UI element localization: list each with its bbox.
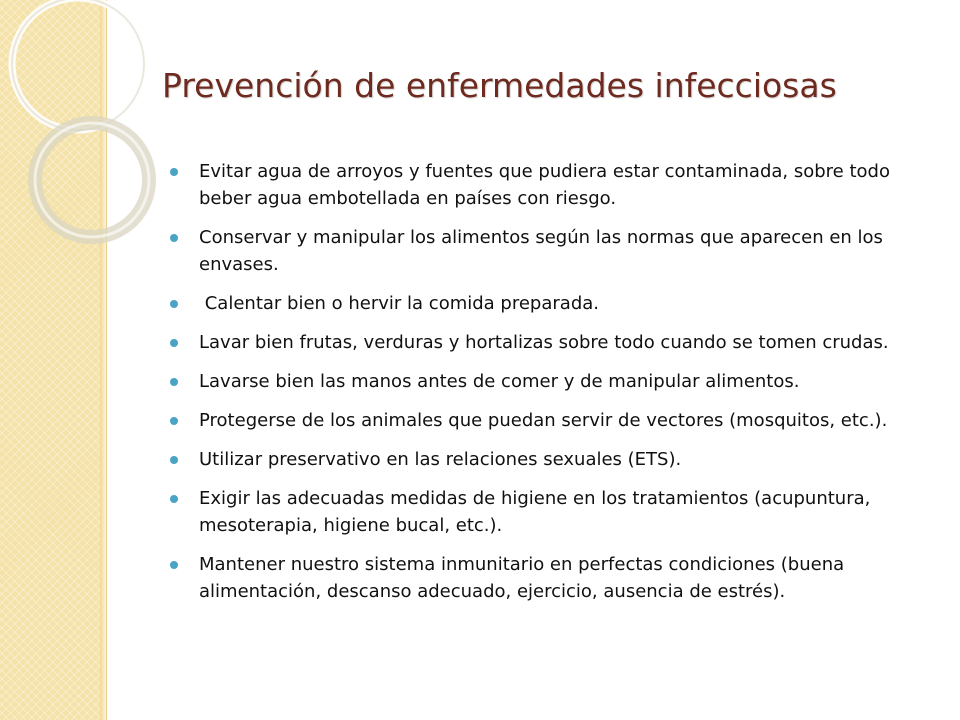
bullet-text: Calentar bien o hervir la comida preparada. bbox=[199, 293, 599, 314]
bullet-text: Exigir las adecuadas medidas de higiene en los tratamientos (acupuntura, mesoterapia, higiene bucal, etc.). bbox=[199, 488, 871, 536]
bullet-text: Conservar y manipular los alimentos según las normas que aparecen en los envases. bbox=[199, 227, 883, 275]
bullet-text: Protegerse de los animales que puedan servir de vectores (mosquitos, etc.). bbox=[199, 410, 888, 431]
decorative-ring-small-highlight bbox=[35, 123, 149, 237]
bullet-text: Mantener nuestro sistema inmunitario en perfectas condiciones (buena alimentación, descanso adecuado, ejercicio, ausencia de estrés). bbox=[199, 554, 845, 602]
bullet-dot-icon bbox=[170, 378, 178, 386]
bullet-item bbox=[170, 446, 930, 473]
bullet-item bbox=[170, 551, 930, 605]
bullet-dot-icon bbox=[170, 300, 178, 308]
bullet-item bbox=[170, 368, 930, 395]
bullet-text: Utilizar preservativo en las relaciones sexuales (ETS). bbox=[199, 449, 682, 470]
bullet-dot-icon bbox=[170, 168, 178, 176]
bullet-item bbox=[170, 224, 930, 278]
bullet-dot-icon bbox=[170, 495, 178, 503]
bullet-item bbox=[170, 407, 930, 434]
bullet-text: Evitar agua de arroyos y fuentes que pudiera estar contaminada, sobre todo beber agua embotellada en países con riesgo. bbox=[199, 161, 890, 209]
bullet-dot-icon bbox=[170, 234, 178, 242]
bullet-item bbox=[170, 485, 930, 539]
bullet-dot-icon bbox=[170, 417, 178, 425]
bullet-dot-icon bbox=[170, 339, 178, 347]
bullet-item bbox=[170, 290, 930, 317]
bullet-dot-icon bbox=[170, 561, 178, 569]
slide-title: Prevención de enfermedades infecciosas bbox=[162, 66, 837, 105]
bullet-dot-icon bbox=[170, 456, 178, 464]
bullet-list bbox=[170, 158, 930, 617]
bullet-text: Lavar bien frutas, verduras y hortalizas sobre todo cuando se tomen crudas. bbox=[199, 332, 889, 353]
bullet-text: Lavarse bien las manos antes de comer y de manipular alimentos. bbox=[199, 371, 800, 392]
bullet-item bbox=[170, 329, 930, 356]
bullet-item bbox=[170, 158, 930, 212]
